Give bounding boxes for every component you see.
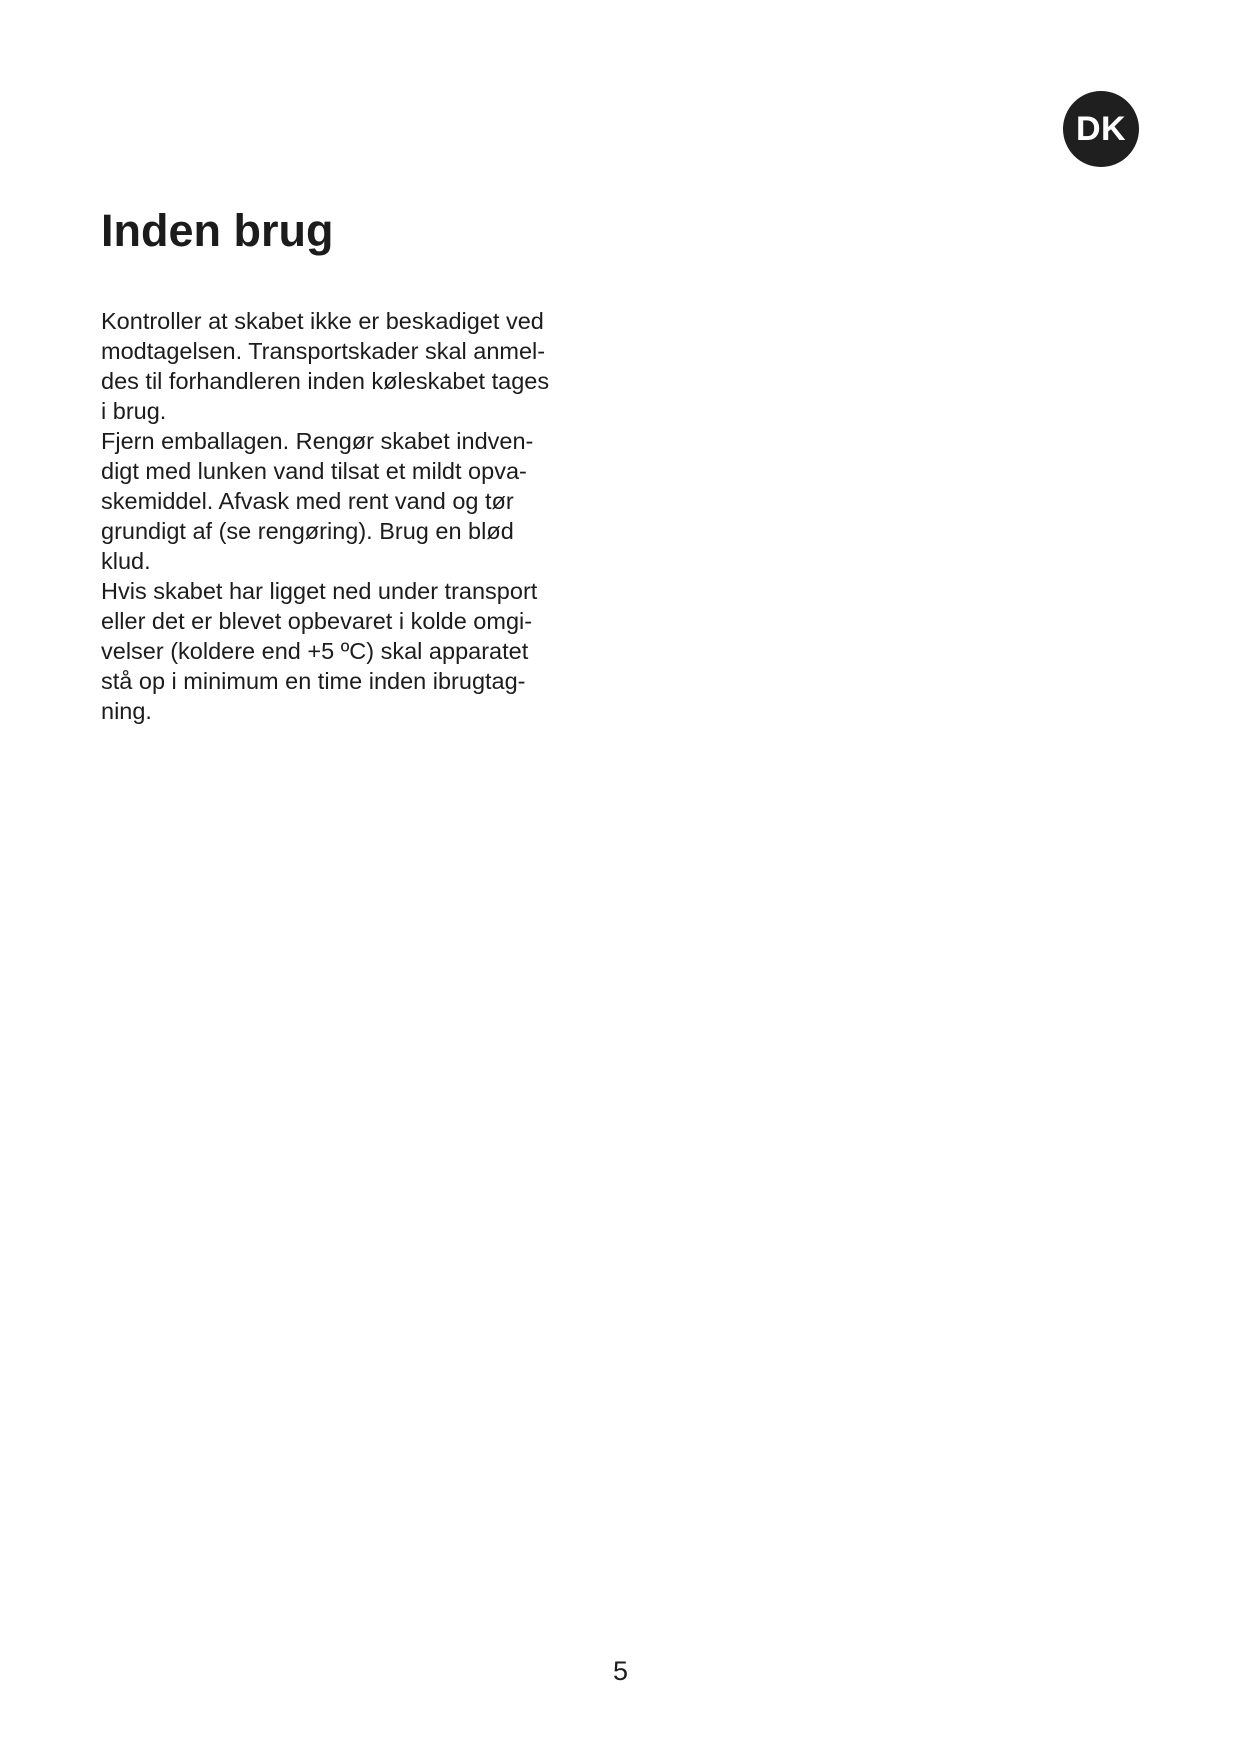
language-badge: DK — [1063, 91, 1139, 167]
page-title: Inden brug — [101, 205, 334, 256]
body-text — [101, 306, 591, 726]
paragraph-cleaning: Fjern emballagen. Rengør skabet indven- digt med lunken vand tilsat et mildt opva- skemiddel. Afvask med rent vand og tør grundigt af (se rengøring). Brug en blød klud. — [101, 428, 534, 574]
paragraph-inspection: Kontroller at skabet ikke er beskadiget ved modtagelsen. Transportskader skal anmel- des til forhandleren inden køleskabet tages i brug. — [101, 308, 550, 424]
paragraph-transport: Hvis skabet har ligget ned under transport eller det er blevet opbevaret i kolde omgi- velser (koldere end +5 ºC) skal apparatet stå op i minimum en time inden ibrugtag- ning. — [101, 578, 538, 724]
page-number: 5 — [612, 1656, 629, 1686]
